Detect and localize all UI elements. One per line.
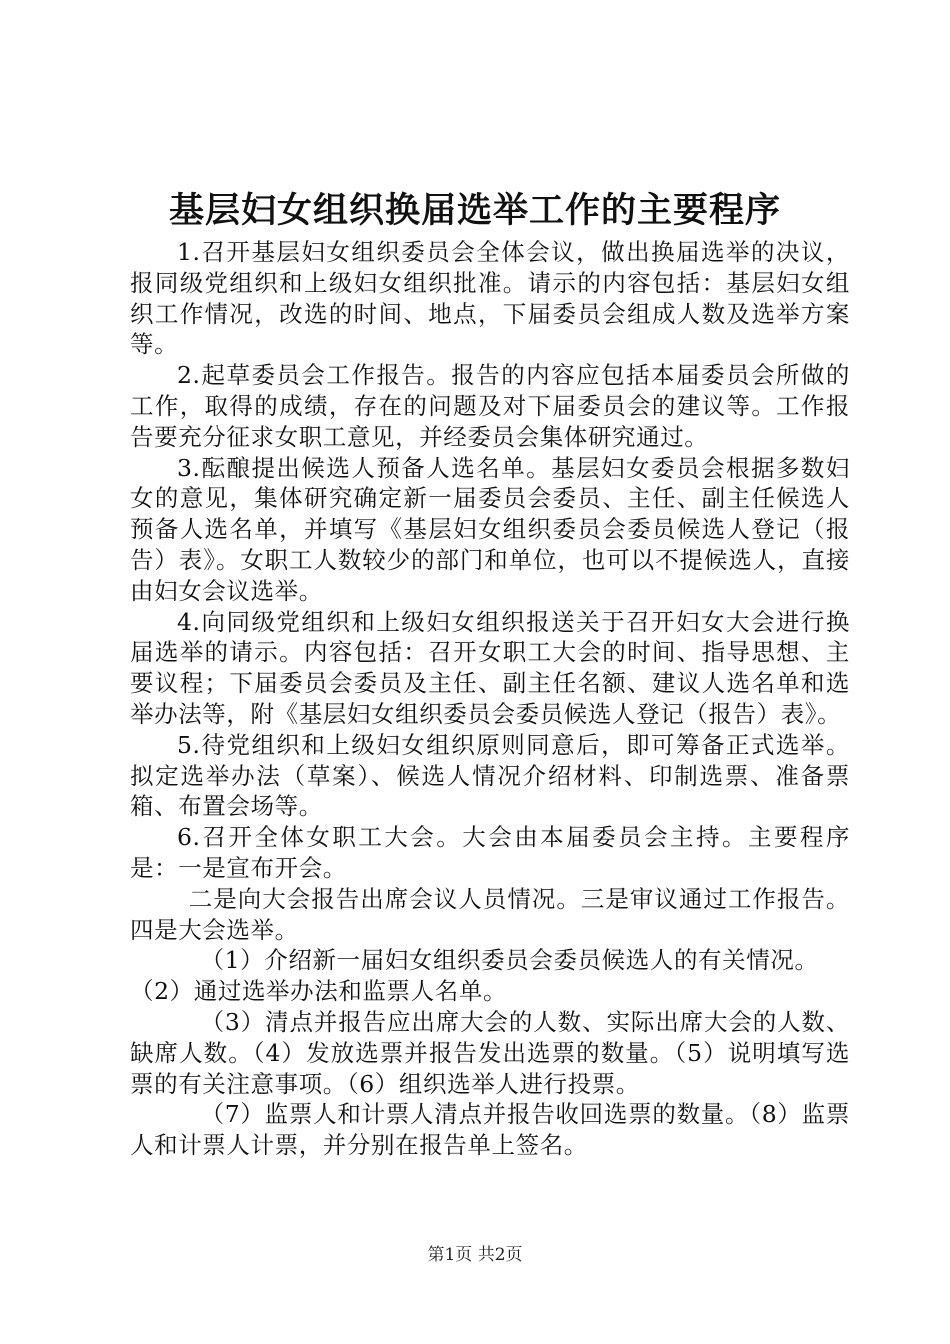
paragraph-step-1: 1.召开基层妇女组织委员会全体会议，做出换届选举的决议，报同级党组织和上级妇女组织批准。请示的内容包括：基层妇女组织工作情况，改选的时间、地点，下届委员会组成人数及选举方案等。 bbox=[130, 238, 850, 359]
paragraph-election-items-7-8: （7）监票人和计票人清点并报告收回选票的数量。（8）监票人和计票人计票，并分别在报告单上签名。 bbox=[130, 1100, 850, 1160]
paragraph-step-4: 4.向同级党组织和上级妇女组织报送关于召开妇女大会进行换届选举的请示。内容包括：召开女职工大会的时间、指导思想、主要议程；下届委员会委员及主任、副主任名额、建议人选名单和选举办法等，附《基层妇女组织委员会委员候选人登记（报告）表》。 bbox=[130, 607, 850, 728]
paragraph-step-3: 3.酝酿提出候选人预备人选名单。基层妇女委员会根据多数妇女的意见，集体研究确定新一届委员会委员、主任、副主任候选人预备人选名单，并填写《基层妇女组织委员会委员候选人登记（报告）表》。女职工人数较少的部门和单位，也可以不提候选人，直接由妇女会议选举。 bbox=[130, 453, 850, 605]
paragraph-agenda: 二是向大会报告出席会议人员情况。三是审议通过工作报告。四是大会选举。 bbox=[130, 884, 850, 944]
paragraph-step-2: 2.起草委员会工作报告。报告的内容应包括本届委员会所做的工作，取得的成绩，存在的问题及对下届委员会的建议等。工作报告要充分征求女职工意见，并经委员会集体研究通过。 bbox=[130, 361, 850, 451]
paragraph-election-item-1: （1）介绍新一届妇女组织委员会委员候选人的有关情况。 bbox=[200, 946, 819, 975]
paragraph-step-6: 6.召开全体女职工大会。大会由本届委员会主持。主要程序是：一是宣布开会。 bbox=[130, 823, 850, 882]
page-indicator: 第1页 共2页 bbox=[427, 1245, 523, 1265]
document-title: 基层妇女组织换届选举工作的主要程序 bbox=[168, 190, 781, 231]
paragraph-step-5: 5.待党组织和上级妇女组织原则同意后，即可筹备正式选举。拟定选举办法（草案）、候选人情况介绍材料、印制选票、准备票箱、布置会场等。 bbox=[130, 730, 850, 821]
paragraph-election-items-3-6: （3）清点并报告应出席大会的人数、实际出席大会的人数、缺席人数。（4）发放选票并报告发出选票的数量。（5）说明填写选票的有关注意事项。（6）组织选举人进行投票。 bbox=[130, 1007, 850, 1098]
document-body bbox=[130, 237, 850, 1161]
paragraph-election-item-2: （2）通过选举办法和监票人名单。 bbox=[130, 977, 508, 1006]
